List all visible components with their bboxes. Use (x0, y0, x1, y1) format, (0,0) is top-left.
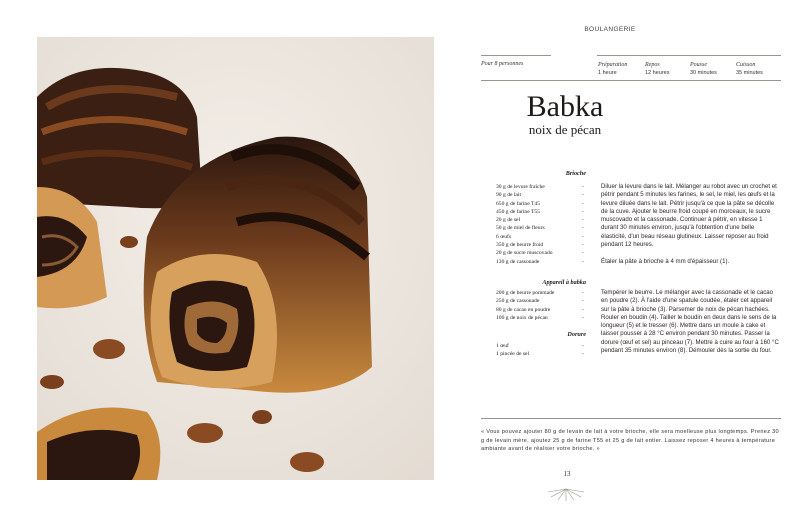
servings: Pour 8 personnes (481, 61, 524, 67)
ingredient: 50 g de miel de fleurs (496, 225, 545, 232)
meta-label: Cuisson (736, 62, 756, 68)
meta-preparation (598, 61, 627, 77)
dorure-dashes: - - (582, 343, 584, 358)
dorure-heading: Dorure (567, 331, 586, 338)
tip-text: « Vous pouvez ajouter 80 g de levain de lait à votre brioche, elle sera moelleuse plus longtemps. Prenez 30 g de levain mère, ajoutez 25 g de farine T55 et 25 g de lait entier. Laissez reposer 4 heures à température ambiante avant de réaliser votre brioche. » (481, 429, 779, 453)
babka-photo (37, 37, 434, 480)
meta-value: 35 minutes (736, 70, 763, 76)
meta-rule (481, 80, 781, 81)
brioche-dashes: - - - - - - - - - - (582, 184, 584, 265)
ingredient: 20 g de sucre muscovado (496, 250, 553, 257)
recipe-title: Babka (526, 90, 604, 123)
brioche-step-2: Étaler la pâte à brioche à 4 mm d'épaisseur (1). (601, 258, 730, 265)
appareil-ingredients (496, 289, 584, 322)
babka-illustration (37, 37, 434, 480)
ingredient: 1 pincée de sel (496, 351, 530, 358)
meta-label: Préparation (598, 62, 628, 68)
meta-value: 12 heures (645, 70, 670, 76)
tip-rule (481, 418, 781, 419)
meta-value: 30 minutes (690, 70, 717, 76)
section-title: BOULANGERIE (584, 26, 636, 33)
meta-repos (645, 61, 669, 77)
recipe-subtitle: noix de pécan (528, 122, 602, 137)
meta-cuisson (736, 61, 763, 77)
brioche-step-1: Diluer la levure dans le lait. Mélanger au robot avec un crochet et pétrir pendant 5 minutes les farines, le sel, le miel, les œufs et la levure diluée dans le lait. Pétrir jusqu'à ce que la pâte se décolle de la cuve. Ajouter le beurre froid coupé en morceaux, le sucre muscovado et la cassonade. Continuer à pétrir, en vitesse 1 durant 30 minutes environ, jusqu'à l'obtention d'une belle élasticité, d'un beau réseau glutineux. Laisser reposer au froid pendant 12 heures. (601, 183, 777, 249)
ingredient: 450 g de farine T55 (496, 208, 541, 215)
sunburst-ornament-icon (546, 485, 586, 503)
brioche-heading: Brioche (565, 170, 586, 177)
ingredient: 130 g de cassonade (496, 258, 540, 265)
ingredient: 6 œufs (496, 233, 512, 240)
meta-pousse (690, 61, 717, 77)
ingredient: 1 œuf (496, 343, 509, 349)
dorure-ingredients (496, 342, 584, 359)
ingredient: 30 g de levure fraîche (496, 184, 545, 190)
ingredient: 80 g de cacao en poudre (496, 306, 551, 313)
header-rule-right (597, 55, 781, 56)
meta-label: Repos (645, 62, 660, 68)
meta-value: 1 heure (598, 70, 617, 76)
appareil-heading: Appareil à babka (542, 279, 586, 286)
meta-label: Pousse (690, 62, 707, 68)
ingredient: 650 g de farine T45 (496, 200, 541, 207)
header-rule-left (481, 55, 551, 56)
page-number: 13 (563, 470, 571, 478)
appareil-dashes: - - - - (582, 290, 584, 321)
ingredient: 100 g de noix de pécan (496, 314, 548, 321)
ingredient: 200 g de beurre pommade (496, 290, 555, 296)
ingredient: 350 g de beurre froid (496, 242, 544, 249)
ingredient: 20 g de sel (496, 217, 521, 224)
assembly-step: Tempérer le beurre. Le mélanger avec la cassonade et le cacao en poudre (2). À l'aide d'une spatule coudée, étaler cet appareil sur la pâte à brioche (3). Parsemer de noix de pécan hachées. Rouler en boudin (4). Tailler le boudin en deux dans le sens de la longueur (5) et le tresser (6). Mettre dans un moule à cake et laisser pousser à 28 °C environ pendant 30 minutes. Passer la dorure (œuf et sel) au pinceau (7). Mettre à cuire au four à 160 °C pendant 35 minutes environ (8). Démouler dès la sortie du four. (601, 289, 779, 355)
ingredient: 90 g de lait (496, 192, 522, 199)
ingredient: 250 g de cassonade (496, 298, 540, 305)
brioche-ingredients (496, 183, 584, 266)
